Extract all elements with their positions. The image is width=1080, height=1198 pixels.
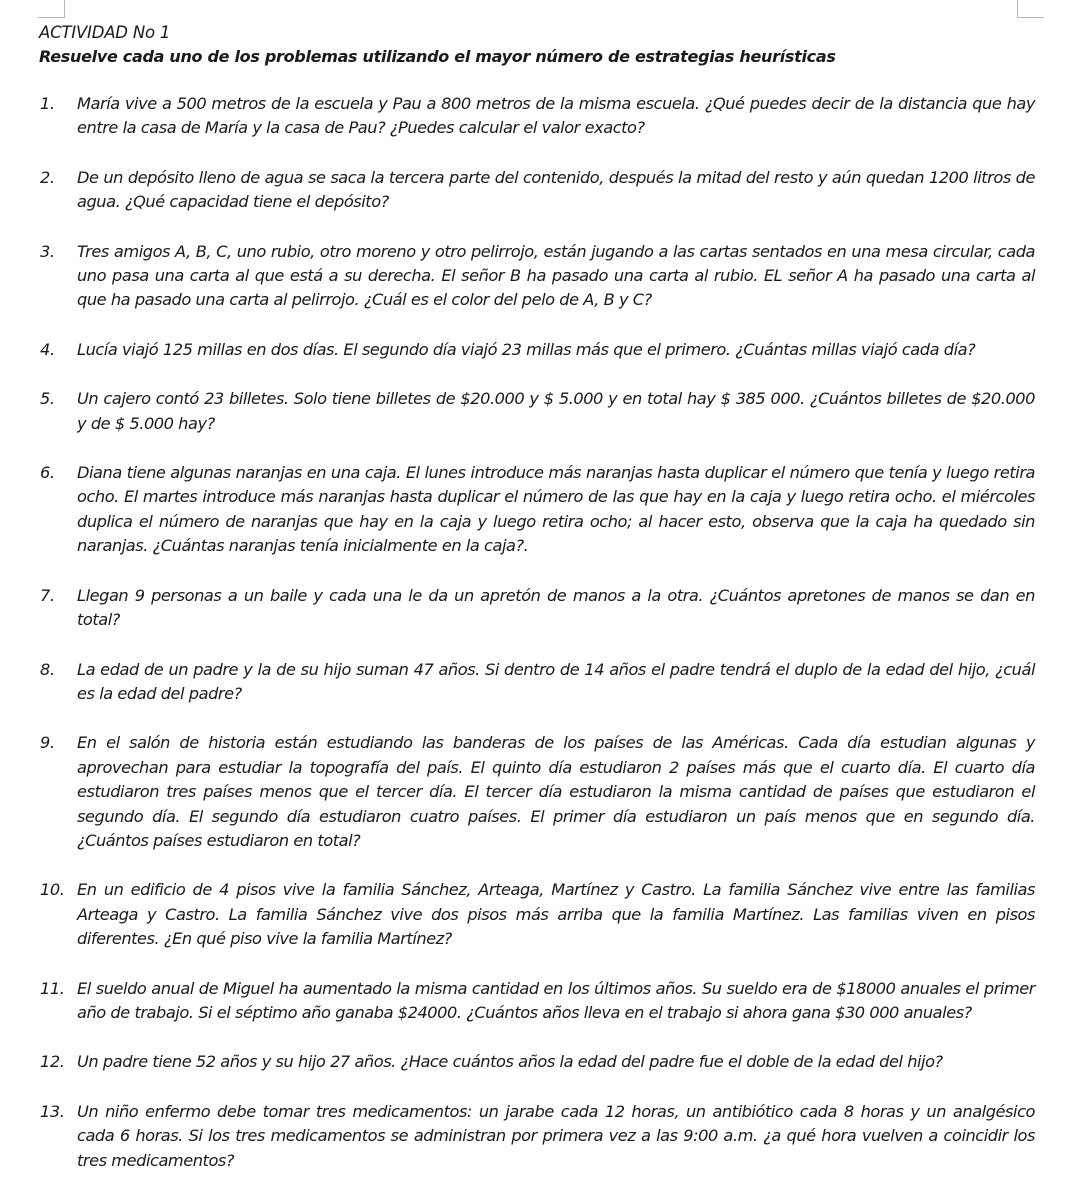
problem-number: 4.	[40, 339, 55, 359]
problem-text: El sueldo anual de Miguel ha aumentado la misma cantidad en los últimos años. Su sueldo era de $18000 anuales el primer año de trabajo. Si el séptimo año ganaba $24000. ¿Cuántos años lleva en el trabajo si ahora gana $30 000 anuales?	[77, 978, 1035, 1022]
problem-item	[40, 240, 1035, 313]
problem-item	[40, 166, 1035, 215]
problem-text: Un niño enfermo debe tomar tres medicamentos: un jarabe cada 12 horas, un antibiótico cada 8 horas y un analgésico cada 6 horas. Si los tres medicamentos se administran por primera vez a las 9:00 a.m. ¿a qué hora vuelven a coincidir los tres medicamentos?	[77, 1101, 1035, 1170]
problem-list	[40, 92, 1035, 1198]
problem-text: Tres amigos A, B, C, uno rubio, otro moreno y otro pelirrojo, están jugando a las cartas sentados en una mesa circular, cada uno pasa una carta al que está a su derecha. El señor B ha pasado una carta al rubio. EL señor A ha pasado una carta al que ha pasado una carta al pelirrojo. ¿Cuál es el color del pelo de A, B y C?	[77, 241, 1035, 310]
problem-item	[40, 731, 1035, 853]
problem-number: 13.	[40, 1101, 65, 1121]
problem-number: 5.	[40, 389, 55, 409]
problem-item	[40, 878, 1035, 951]
problem-text: Diana tiene algunas naranjas en una caja. El lunes introduce más naranjas hasta duplicar el número que tenía y luego retira ocho. El martes introduce más naranjas hasta duplicar el número de las que hay en la caja y luego retira ocho. el miércoles duplica el número de naranjas que hay en la caja y luego retira ocho; al hacer esto, observa que la caja ha quedado sin naranjas. ¿Cuántas naranjas tenía inicialmente en la caja?.	[77, 463, 1035, 556]
problem-number: 9.	[40, 733, 55, 753]
problem-number: 10.	[40, 880, 65, 900]
problem-text: En un edificio de 4 pisos vive la familia Sánchez, Arteaga, Martínez y Castro. La familia Sánchez vive entre las familias Arteaga y Castro. La familia Sánchez vive dos pisos más arriba que la familia Martínez. Las familias viven en pisos diferentes. ¿En qué piso vive la familia Martínez?	[77, 880, 1035, 949]
problem-item	[40, 584, 1035, 633]
problem-item	[40, 92, 1035, 141]
problem-number: 3.	[40, 241, 55, 261]
problem-item	[40, 461, 1035, 559]
problem-item	[40, 338, 1035, 362]
problem-item	[40, 1050, 1035, 1074]
problem-number: 2.	[40, 167, 55, 187]
margin-corner-mark-left	[38, 0, 65, 18]
problem-text: Un cajero contó 23 billetes. Solo tiene billetes de $20.000 y $ 5.000 y en total hay $ 385 000. ¿Cuántos billetes de $20.000 y de $ 5.000 hay?	[77, 389, 1035, 433]
activity-title: ACTIVIDAD No 1	[39, 23, 171, 42]
problem-text: En el salón de historia están estudiando las banderas de los países de las Américas. Cada día estudian algunas y aprovechan para estudiar la topografía del país. El quinto día estudiaron 2 países más que el cuarto día. El cuarto día estudiaron tres países menos que el tercer día. El tercer día estudiaron la misma cantidad de países que estudiaron el segundo día. El segundo día estudiaron cuatro países. El primer día estudiaron un país menos que en segundo día. ¿Cuántos países estudiaron en total?	[77, 733, 1035, 850]
problem-item	[40, 387, 1035, 436]
problem-text: María vive a 500 metros de la escuela y Pau a 800 metros de la misma escuela. ¿Qué puedes decir de la distancia que hay entre la casa de María y la casa de Pau? ¿Puedes calcular el valor exacto?	[77, 94, 1035, 138]
problem-text: Llegan 9 personas a un baile y cada una le da un apretón de manos a la otra. ¿Cuántos apretones de manos se dan en total?	[77, 585, 1035, 630]
problem-item	[40, 658, 1035, 707]
problem-number: 7.	[40, 585, 55, 605]
problem-number: 11.	[40, 978, 65, 998]
problem-item	[40, 1100, 1035, 1173]
problem-text: Lucía viajó 125 millas en dos días. El segundo día viajó 23 millas más que el primero. ¿Cuántas millas viajó cada día?	[77, 339, 976, 359]
problem-number: 8.	[40, 659, 55, 679]
problem-text: Un padre tiene 52 años y su hijo 27 años. ¿Hace cuántos años la edad del padre fue el doble de la edad del hijo?	[77, 1052, 943, 1072]
problem-number: 6.	[40, 463, 55, 483]
activity-instruction: Resuelve cada uno de los problemas utilizando el mayor número de estrategias heurísticas	[39, 47, 836, 66]
problem-text: La edad de un padre y la de su hijo suman 47 años. Si dentro de 14 años el padre tendrá el duplo de la edad del hijo, ¿cuál es la edad del padre?	[77, 659, 1035, 703]
problem-text: De un depósito lleno de agua se saca la tercera parte del contenido, después la mitad del resto y aún quedan 1200 litros de agua. ¿Qué capacidad tiene el depósito?	[77, 167, 1035, 212]
problem-number: 1.	[40, 94, 55, 113]
problem-item	[40, 977, 1035, 1026]
margin-corner-mark-right	[1017, 0, 1044, 18]
problem-number: 12.	[40, 1052, 65, 1072]
